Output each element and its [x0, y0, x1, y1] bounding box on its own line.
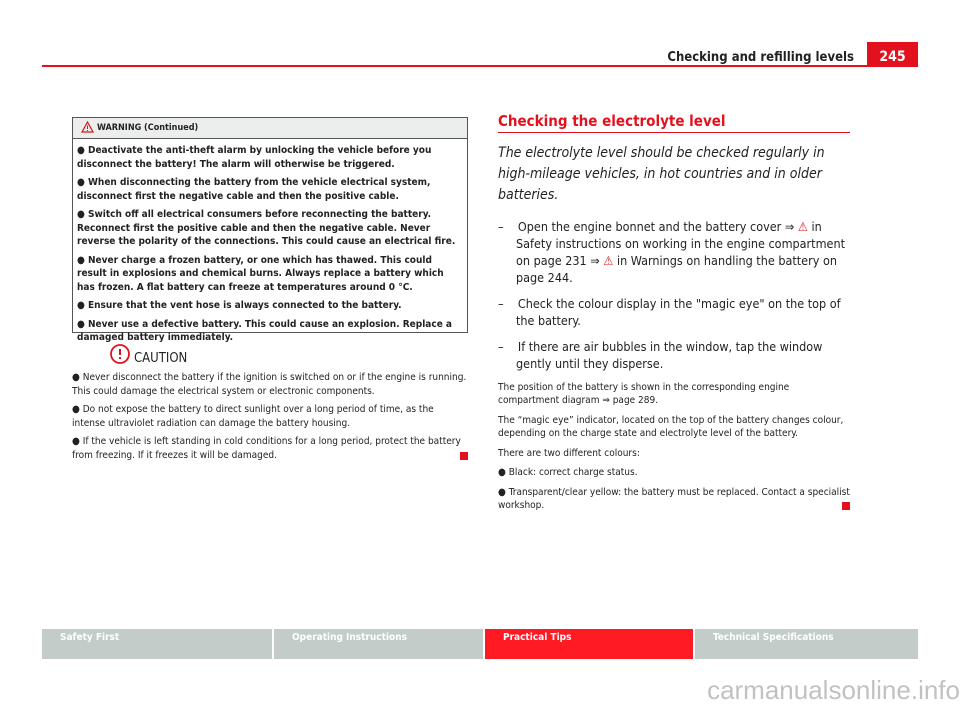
warning-item: ● When disconnecting the battery from the vehicle electrical system, disconnect first the negative cable and then the positive cable.: [77, 177, 431, 202]
colour-item: ● Transparent/clear yellow: the battery must be replaced. Contact a specialist workshop.: [498, 486, 850, 511]
warning-box: [72, 117, 468, 343]
caution-box: [72, 344, 468, 462]
warning-item: ● Ensure that the vent hose is always connected to the battery.: [77, 300, 402, 311]
warning-item: ● Never use a defective battery. This could cause an explosion. Replace a damaged battery immediately.: [77, 318, 452, 343]
paragraph: There are two different colours:: [498, 447, 640, 459]
caution-item: ● Never disconnect the battery if the ignition is switched on or if the engine is running. This could damage the electrical system or electronic components.: [72, 372, 467, 397]
warning-title: WARNING (Continued): [97, 123, 199, 133]
caution-item: ● If the vehicle is left standing in cold conditions for a long period, protect the battery from freezing. If it freezes it will be damaged.: [72, 435, 468, 462]
caution-item: ● Do not expose the battery to direct sunlight over a long period of time, as the intense ultraviolet radiation can damage the battery housing.: [72, 404, 434, 429]
warning-header: [73, 118, 467, 139]
section-end-marker: [842, 502, 850, 510]
tab-technical-specifications[interactable]: Technical Specifications: [695, 629, 918, 659]
step-item: – If there are air bubbles in the window, tap the window gently until they disperse.: [498, 338, 823, 371]
warning-item: ● Never charge a frozen battery, or one which has thawed. This could result in explosions and chemical burns. Always replace a battery which has frozen. A flat battery can freeze at temperatures around 0 °C.: [77, 254, 444, 293]
page-header-title: Checking and refilling levels: [667, 50, 854, 65]
paragraph: The position of the battery is shown in the corresponding engine compartment diagram ⇒ page 289.: [498, 381, 790, 406]
warning-item: ● Switch off all electrical consumers before reconnecting the battery. Reconnect first the positive cable and then the negative cable. Never reverse the polarity of the connections. This could cause an electrical fire.: [77, 209, 456, 247]
tab-safety-first[interactable]: Safety First: [42, 629, 272, 659]
warning-triangle-icon: ⚠: [797, 218, 808, 234]
section-title: Checking the electrolyte level: [498, 115, 850, 133]
header-rule: [42, 65, 918, 67]
page-number: 245: [867, 42, 918, 67]
warning-triangle-icon: ⚠: [603, 252, 614, 268]
electrolyte-section: [498, 112, 850, 513]
step-item: – Open the engine bonnet and the battery cover ⇒ ⚠ in Safety instructions on working in the engine compartment on page 231 ⇒ ⚠ in Warnings on handling the battery on page 244.: [498, 218, 845, 285]
tab-practical-tips[interactable]: Practical Tips: [485, 629, 693, 659]
watermark: carmanualsonline.info: [707, 675, 960, 705]
tab-operating-instructions[interactable]: Operating Instructions: [274, 629, 483, 659]
warning-item: ● Deactivate the anti-theft alarm by unlocking the vehicle before you disconnect the battery! The alarm will otherwise be triggered.: [77, 145, 432, 170]
paragraph: The “magic eye” indicator, located on the top of the battery changes colour, depending on the charge state and electrolyte level of the battery.: [498, 414, 844, 439]
step-item: – Check the colour display in the "magic eye" on the top of the battery.: [498, 295, 841, 328]
section-end-marker: [460, 452, 468, 460]
caution-title: CAUTION: [134, 351, 188, 366]
warning-triangle-icon: [81, 121, 94, 133]
section-intro: The electrolyte level should be checked regularly in high-mileage vehicles, in hot countries and in older batteries.: [498, 144, 825, 203]
colour-item: ● Black: correct charge status.: [498, 467, 638, 478]
caution-icon: [110, 344, 130, 364]
